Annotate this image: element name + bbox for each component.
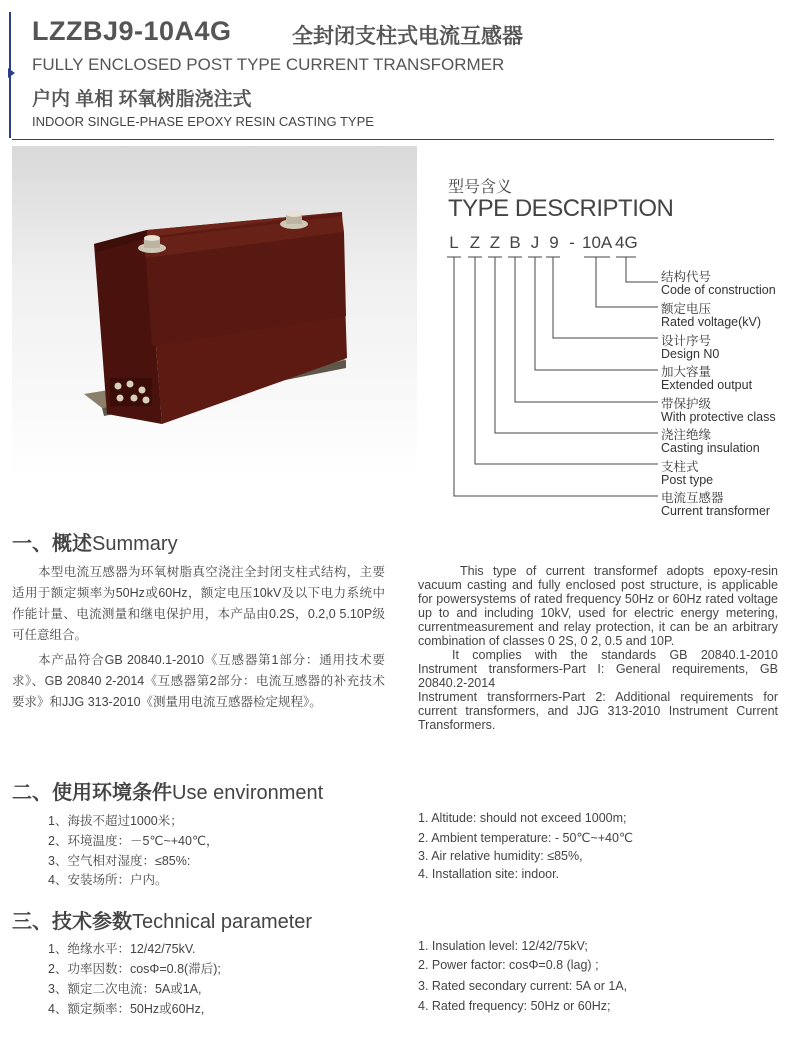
technical-heading <box>12 905 312 934</box>
technical-item-en: 1. Insulation level: 12/42/75kV; <box>418 939 588 953</box>
type-entry-cn: 浇注绝缘 <box>661 428 712 442</box>
environment-item-cn: 2、环境温度：－5℃~+40℃， <box>48 834 219 848</box>
technical-item-en: 3. Rated secondary current: 5A or 1A, <box>418 979 628 993</box>
type-description-title-en: TYPE DESCRIPTION <box>448 195 674 222</box>
subtitle-en: INDOOR SINGLE-PHASE EPOXY RESIN CASTING TYPE <box>32 114 374 129</box>
code-letter: J <box>530 233 540 252</box>
technical-item-cn: 4、额定频率：50Hz或60Hz, <box>48 1002 205 1016</box>
summary-heading-cn: 一、概述 <box>12 533 92 555</box>
type-entry-cn: 带保护级 <box>661 397 712 411</box>
environment-item-cn: 4、安装场所：户内。 <box>48 873 168 887</box>
model-number: LZZBJ9-10A4G <box>32 16 232 46</box>
code-letter: Z <box>489 233 501 252</box>
type-entry-en: Current transformer <box>661 504 771 518</box>
type-entry-cn: 加大容量 <box>661 365 712 379</box>
summary-heading-en: Summary <box>92 533 178 555</box>
summary-heading <box>12 527 178 556</box>
header-arrow-icon <box>8 68 15 78</box>
technical-item-cn: 2、功率因数：cosΦ=0.8(滞后); <box>48 962 221 976</box>
environment-item-cn: 1、海拔不超过1000米； <box>48 814 183 828</box>
environment-heading <box>12 776 323 805</box>
type-entry-en: Rated voltage(kV) <box>661 315 762 329</box>
type-entry-cn: 电流互感器 <box>661 491 724 505</box>
summary-cn-block <box>12 562 385 713</box>
type-description-title-cn: 型号含义 <box>448 179 513 196</box>
type-entry-cn: 设计序号 <box>661 334 712 348</box>
type-entry-cn: 支柱式 <box>661 460 699 474</box>
code-letter: 9 <box>549 233 559 252</box>
environment-item-en: 1. Altitude: should not exceed 1000m; <box>418 811 627 825</box>
type-entry-en: Casting insulation <box>661 441 760 455</box>
environment-item-en: 4. Installation site: indoor. <box>418 867 560 881</box>
subtitle-cn: 户内 单相 环氧树脂浇注式 <box>32 89 252 110</box>
environment-item-cn: 3、空气相对湿度：≤85%: <box>48 854 191 868</box>
code-letter: 10A <box>582 233 613 252</box>
model-name-cn: 全封闭支柱式电流互感器 <box>292 25 523 48</box>
current-transformer-image <box>12 146 417 480</box>
code-letter: B <box>509 233 521 252</box>
technical-heading-cn: 三、技术参数 <box>12 911 132 933</box>
type-entry-en: Code of construction <box>661 283 776 297</box>
header-divider <box>12 139 774 140</box>
summary-en-paragraph: This type of current transformef adopts epoxy-resin vacuum casting and fully enclosed post structure, is applicable for powersystems of rated frequency 50Hz or 60Hz rated voltage up to and including 10kV, used for electric energy metering, currentmeasurement and relay protection, it can be an arbitrary combination of classes 0 2S, 0 2, 0.5 and 10P. <box>418 564 778 648</box>
code-letter: Z <box>469 233 481 252</box>
environment-item-en: 2. Ambient temperature: - 50℃~+40℃ <box>418 831 633 845</box>
environment-heading-en: Use environment <box>172 782 324 804</box>
type-entry-en: Extended output <box>661 378 753 392</box>
type-entry-en: Design N0 <box>661 347 720 361</box>
product-photo <box>12 146 417 480</box>
summary-cn-paragraph: 本产品符合GB 20840.1-2010《互感器第1部分：通用技术要求》、GB 20840 2-2014《互感器第2部分：电流互感器的补充技术要求》和JJG 313-2010《测量用电流互感器检定规程》。 <box>12 653 385 709</box>
summary-cn-paragraph: 本型电流互感器为环氧树脂真空浇注全封闭支柱式结构，主要适用于额定频率为50Hz或60Hz，额定电压10kV及以下电力系统中作能计量、电流测量和继电保护用，本产品由0.2S，0.2,0 5.10P级可任意组合。 <box>12 565 385 642</box>
technical-item-cn: 3、额定二次电流：5A或1A, <box>48 982 202 996</box>
summary-en-block <box>418 564 778 732</box>
type-entry-cn: 结构代号 <box>661 270 712 284</box>
code-letter: 4G <box>615 233 638 252</box>
environment-heading-cn: 二、使用环境条件 <box>12 782 172 804</box>
type-entry-en: With protective class <box>661 410 776 424</box>
technical-item-en: 4. Rated frequency: 50Hz or 60Hz; <box>418 999 611 1013</box>
technical-heading-en: Technical parameter <box>132 911 313 933</box>
environment-item-en: 3. Air relative humidity: ≤85%, <box>418 849 583 863</box>
type-entry-cn: 额定电压 <box>661 302 712 316</box>
technical-item-en: 2. Power factor: cosΦ=0.8 (lag) ; <box>418 958 599 972</box>
title-en: FULLY ENCLOSED POST TYPE CURRENT TRANSFORMER <box>32 55 505 74</box>
summary-en-paragraph: Instrument transforrners-Part 2: Additional requirements for current transformers, and JJG 313-2010 Instrument Current Transformers. <box>418 690 778 732</box>
code-letter: - <box>569 233 575 252</box>
summary-en-paragraph: It complies with the standards GB 20840.1-2010 Instrument transformers-Part I: General requirements, GB 20840.2-2014 <box>418 648 778 690</box>
code-letter: L <box>449 233 459 252</box>
technical-item-cn: 1、绝缘水平：12/42/75kV. <box>48 942 196 956</box>
type-entry-en: Post type <box>661 473 714 487</box>
